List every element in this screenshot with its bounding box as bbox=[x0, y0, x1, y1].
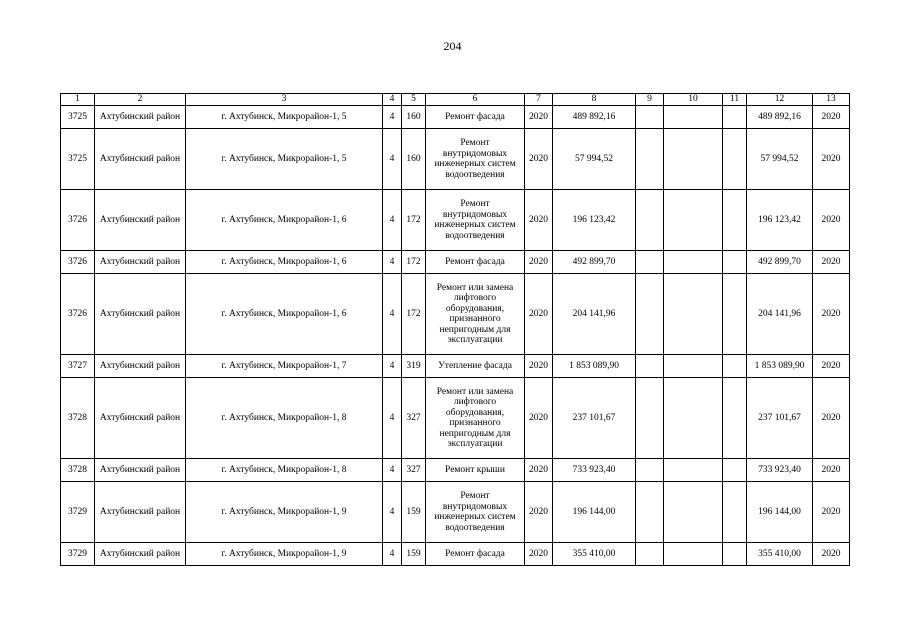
row-number-cell: 3727 bbox=[61, 355, 95, 378]
table-row bbox=[61, 190, 850, 251]
district-cell: Ахтубинский район bbox=[95, 543, 186, 566]
empty-cell bbox=[723, 378, 747, 459]
apartments-cell: 172 bbox=[402, 190, 426, 251]
total-cell: 733 923,40 bbox=[747, 459, 813, 482]
row-number-cell: 3725 bbox=[61, 129, 95, 190]
column-header: 1 bbox=[61, 94, 95, 106]
column-header: 6 bbox=[426, 94, 525, 106]
empty-cell bbox=[723, 355, 747, 378]
end-year-cell: 2020 bbox=[813, 459, 850, 482]
district-cell: Ахтубинский район bbox=[95, 355, 186, 378]
table-row bbox=[61, 251, 850, 274]
end-year-cell: 2020 bbox=[813, 129, 850, 190]
row-number-cell: 3728 bbox=[61, 378, 95, 459]
empty-cell bbox=[664, 129, 723, 190]
table-row bbox=[61, 459, 850, 482]
row-number-cell: 3725 bbox=[61, 106, 95, 129]
floors-cell: 4 bbox=[383, 355, 402, 378]
column-header: 5 bbox=[402, 94, 426, 106]
work-type-cell: Ремонт фасада bbox=[426, 106, 525, 129]
cost-cell: 237 101,67 bbox=[553, 378, 636, 459]
empty-cell bbox=[636, 355, 664, 378]
empty-cell bbox=[723, 543, 747, 566]
column-number-row bbox=[61, 94, 850, 106]
work-type-cell: Утепление фасада bbox=[426, 355, 525, 378]
empty-cell bbox=[636, 543, 664, 566]
total-cell: 237 101,67 bbox=[747, 378, 813, 459]
district-cell: Ахтубинский район bbox=[95, 106, 186, 129]
work-type-cell: Ремонт фасада bbox=[426, 543, 525, 566]
district-cell: Ахтубинский район bbox=[95, 482, 186, 543]
district-cell: Ахтубинский район bbox=[95, 378, 186, 459]
year-cell: 2020 bbox=[525, 106, 553, 129]
cost-cell: 57 994,52 bbox=[553, 129, 636, 190]
address-cell: г. Ахтубинск, Микрорайон-1, 5 bbox=[186, 129, 383, 190]
empty-cell bbox=[664, 543, 723, 566]
empty-cell bbox=[636, 251, 664, 274]
empty-cell bbox=[723, 251, 747, 274]
year-cell: 2020 bbox=[525, 378, 553, 459]
total-cell: 355 410,00 bbox=[747, 543, 813, 566]
total-cell: 1 853 089,90 bbox=[747, 355, 813, 378]
end-year-cell: 2020 bbox=[813, 355, 850, 378]
work-type-cell: Ремонт крыши bbox=[426, 459, 525, 482]
year-cell: 2020 bbox=[525, 459, 553, 482]
column-header: 8 bbox=[553, 94, 636, 106]
address-cell: г. Ахтубинск, Микрорайон-1, 7 bbox=[186, 355, 383, 378]
year-cell: 2020 bbox=[525, 190, 553, 251]
column-header: 11 bbox=[723, 94, 747, 106]
work-type-cell: Ремонт внутридомовых инженерных систем водоотведения bbox=[426, 482, 525, 543]
end-year-cell: 2020 bbox=[813, 482, 850, 543]
table-row bbox=[61, 482, 850, 543]
empty-cell bbox=[636, 274, 664, 355]
year-cell: 2020 bbox=[525, 251, 553, 274]
district-cell: Ахтубинский район bbox=[95, 251, 186, 274]
column-header: 7 bbox=[525, 94, 553, 106]
district-cell: Ахтубинский район bbox=[95, 459, 186, 482]
row-number-cell: 3726 bbox=[61, 190, 95, 251]
table-row bbox=[61, 543, 850, 566]
column-header: 4 bbox=[383, 94, 402, 106]
cost-cell: 1 853 089,90 bbox=[553, 355, 636, 378]
district-cell: Ахтубинский район bbox=[95, 190, 186, 251]
end-year-cell: 2020 bbox=[813, 543, 850, 566]
empty-cell bbox=[723, 274, 747, 355]
work-type-cell: Ремонт внутридомовых инженерных систем водоотведения bbox=[426, 129, 525, 190]
apartments-cell: 160 bbox=[402, 129, 426, 190]
end-year-cell: 2020 bbox=[813, 190, 850, 251]
empty-cell bbox=[664, 190, 723, 251]
empty-cell bbox=[664, 274, 723, 355]
cost-cell: 489 892,16 bbox=[553, 106, 636, 129]
empty-cell bbox=[664, 459, 723, 482]
floors-cell: 4 bbox=[383, 129, 402, 190]
floors-cell: 4 bbox=[383, 482, 402, 543]
work-type-cell: Ремонт или замена лифтового оборудования, признанного непригодным для эксплуатации bbox=[426, 378, 525, 459]
column-header: 10 bbox=[664, 94, 723, 106]
year-cell: 2020 bbox=[525, 543, 553, 566]
floors-cell: 4 bbox=[383, 274, 402, 355]
address-cell: г. Ахтубинск, Микрорайон-1, 8 bbox=[186, 459, 383, 482]
empty-cell bbox=[723, 106, 747, 129]
table-row bbox=[61, 274, 850, 355]
apartments-cell: 159 bbox=[402, 543, 426, 566]
empty-cell bbox=[636, 482, 664, 543]
cost-cell: 204 141,96 bbox=[553, 274, 636, 355]
row-number-cell: 3728 bbox=[61, 459, 95, 482]
work-type-cell: Ремонт внутридомовых инженерных систем водоотведения bbox=[426, 190, 525, 251]
apartments-cell: 327 bbox=[402, 459, 426, 482]
year-cell: 2020 bbox=[525, 274, 553, 355]
cost-cell: 196 123,42 bbox=[553, 190, 636, 251]
table-row bbox=[61, 355, 850, 378]
work-type-cell: Ремонт или замена лифтового оборудования, признанного непригодным для эксплуатации bbox=[426, 274, 525, 355]
empty-cell bbox=[636, 378, 664, 459]
end-year-cell: 2020 bbox=[813, 251, 850, 274]
address-cell: г. Ахтубинск, Микрорайон-1, 6 bbox=[186, 251, 383, 274]
empty-cell bbox=[723, 190, 747, 251]
floors-cell: 4 bbox=[383, 251, 402, 274]
year-cell: 2020 bbox=[525, 129, 553, 190]
total-cell: 204 141,96 bbox=[747, 274, 813, 355]
empty-cell bbox=[664, 355, 723, 378]
row-number-cell: 3726 bbox=[61, 251, 95, 274]
address-cell: г. Ахтубинск, Микрорайон-1, 5 bbox=[186, 106, 383, 129]
empty-cell bbox=[723, 129, 747, 190]
apartments-cell: 159 bbox=[402, 482, 426, 543]
address-cell: г. Ахтубинск, Микрорайон-1, 6 bbox=[186, 190, 383, 251]
floors-cell: 4 bbox=[383, 106, 402, 129]
empty-cell bbox=[664, 251, 723, 274]
end-year-cell: 2020 bbox=[813, 106, 850, 129]
row-number-cell: 3726 bbox=[61, 274, 95, 355]
empty-cell bbox=[664, 482, 723, 543]
column-header: 3 bbox=[186, 94, 383, 106]
table-row bbox=[61, 378, 850, 459]
row-number-cell: 3729 bbox=[61, 482, 95, 543]
column-header: 9 bbox=[636, 94, 664, 106]
column-header: 12 bbox=[747, 94, 813, 106]
apartments-cell: 172 bbox=[402, 251, 426, 274]
year-cell: 2020 bbox=[525, 482, 553, 543]
floors-cell: 4 bbox=[383, 543, 402, 566]
cost-cell: 492 899,70 bbox=[553, 251, 636, 274]
apartments-cell: 327 bbox=[402, 378, 426, 459]
empty-cell bbox=[723, 482, 747, 543]
empty-cell bbox=[664, 106, 723, 129]
address-cell: г. Ахтубинск, Микрорайон-1, 8 bbox=[186, 378, 383, 459]
empty-cell bbox=[636, 106, 664, 129]
cost-cell: 733 923,40 bbox=[553, 459, 636, 482]
empty-cell bbox=[636, 190, 664, 251]
address-cell: г. Ахтубинск, Микрорайон-1, 9 bbox=[186, 482, 383, 543]
total-cell: 57 994,52 bbox=[747, 129, 813, 190]
total-cell: 489 892,16 bbox=[747, 106, 813, 129]
year-cell: 2020 bbox=[525, 355, 553, 378]
address-cell: г. Ахтубинск, Микрорайон-1, 6 bbox=[186, 274, 383, 355]
row-number-cell: 3729 bbox=[61, 543, 95, 566]
address-cell: г. Ахтубинск, Микрорайон-1, 9 bbox=[186, 543, 383, 566]
table-row bbox=[61, 129, 850, 190]
empty-cell bbox=[723, 459, 747, 482]
empty-cell bbox=[636, 129, 664, 190]
total-cell: 196 123,42 bbox=[747, 190, 813, 251]
repair-program-table bbox=[60, 93, 850, 566]
cost-cell: 196 144,00 bbox=[553, 482, 636, 543]
apartments-cell: 160 bbox=[402, 106, 426, 129]
table-row bbox=[61, 106, 850, 129]
end-year-cell: 2020 bbox=[813, 274, 850, 355]
apartments-cell: 172 bbox=[402, 274, 426, 355]
column-header: 13 bbox=[813, 94, 850, 106]
district-cell: Ахтубинский район bbox=[95, 274, 186, 355]
total-cell: 196 144,00 bbox=[747, 482, 813, 543]
column-header: 2 bbox=[95, 94, 186, 106]
district-cell: Ахтубинский район bbox=[95, 129, 186, 190]
work-type-cell: Ремонт фасада bbox=[426, 251, 525, 274]
floors-cell: 4 bbox=[383, 459, 402, 482]
page-number: 204 bbox=[443, 39, 462, 53]
end-year-cell: 2020 bbox=[813, 378, 850, 459]
empty-cell bbox=[664, 378, 723, 459]
empty-cell bbox=[636, 459, 664, 482]
cost-cell: 355 410,00 bbox=[553, 543, 636, 566]
total-cell: 492 899,70 bbox=[747, 251, 813, 274]
apartments-cell: 319 bbox=[402, 355, 426, 378]
floors-cell: 4 bbox=[383, 190, 402, 251]
floors-cell: 4 bbox=[383, 378, 402, 459]
